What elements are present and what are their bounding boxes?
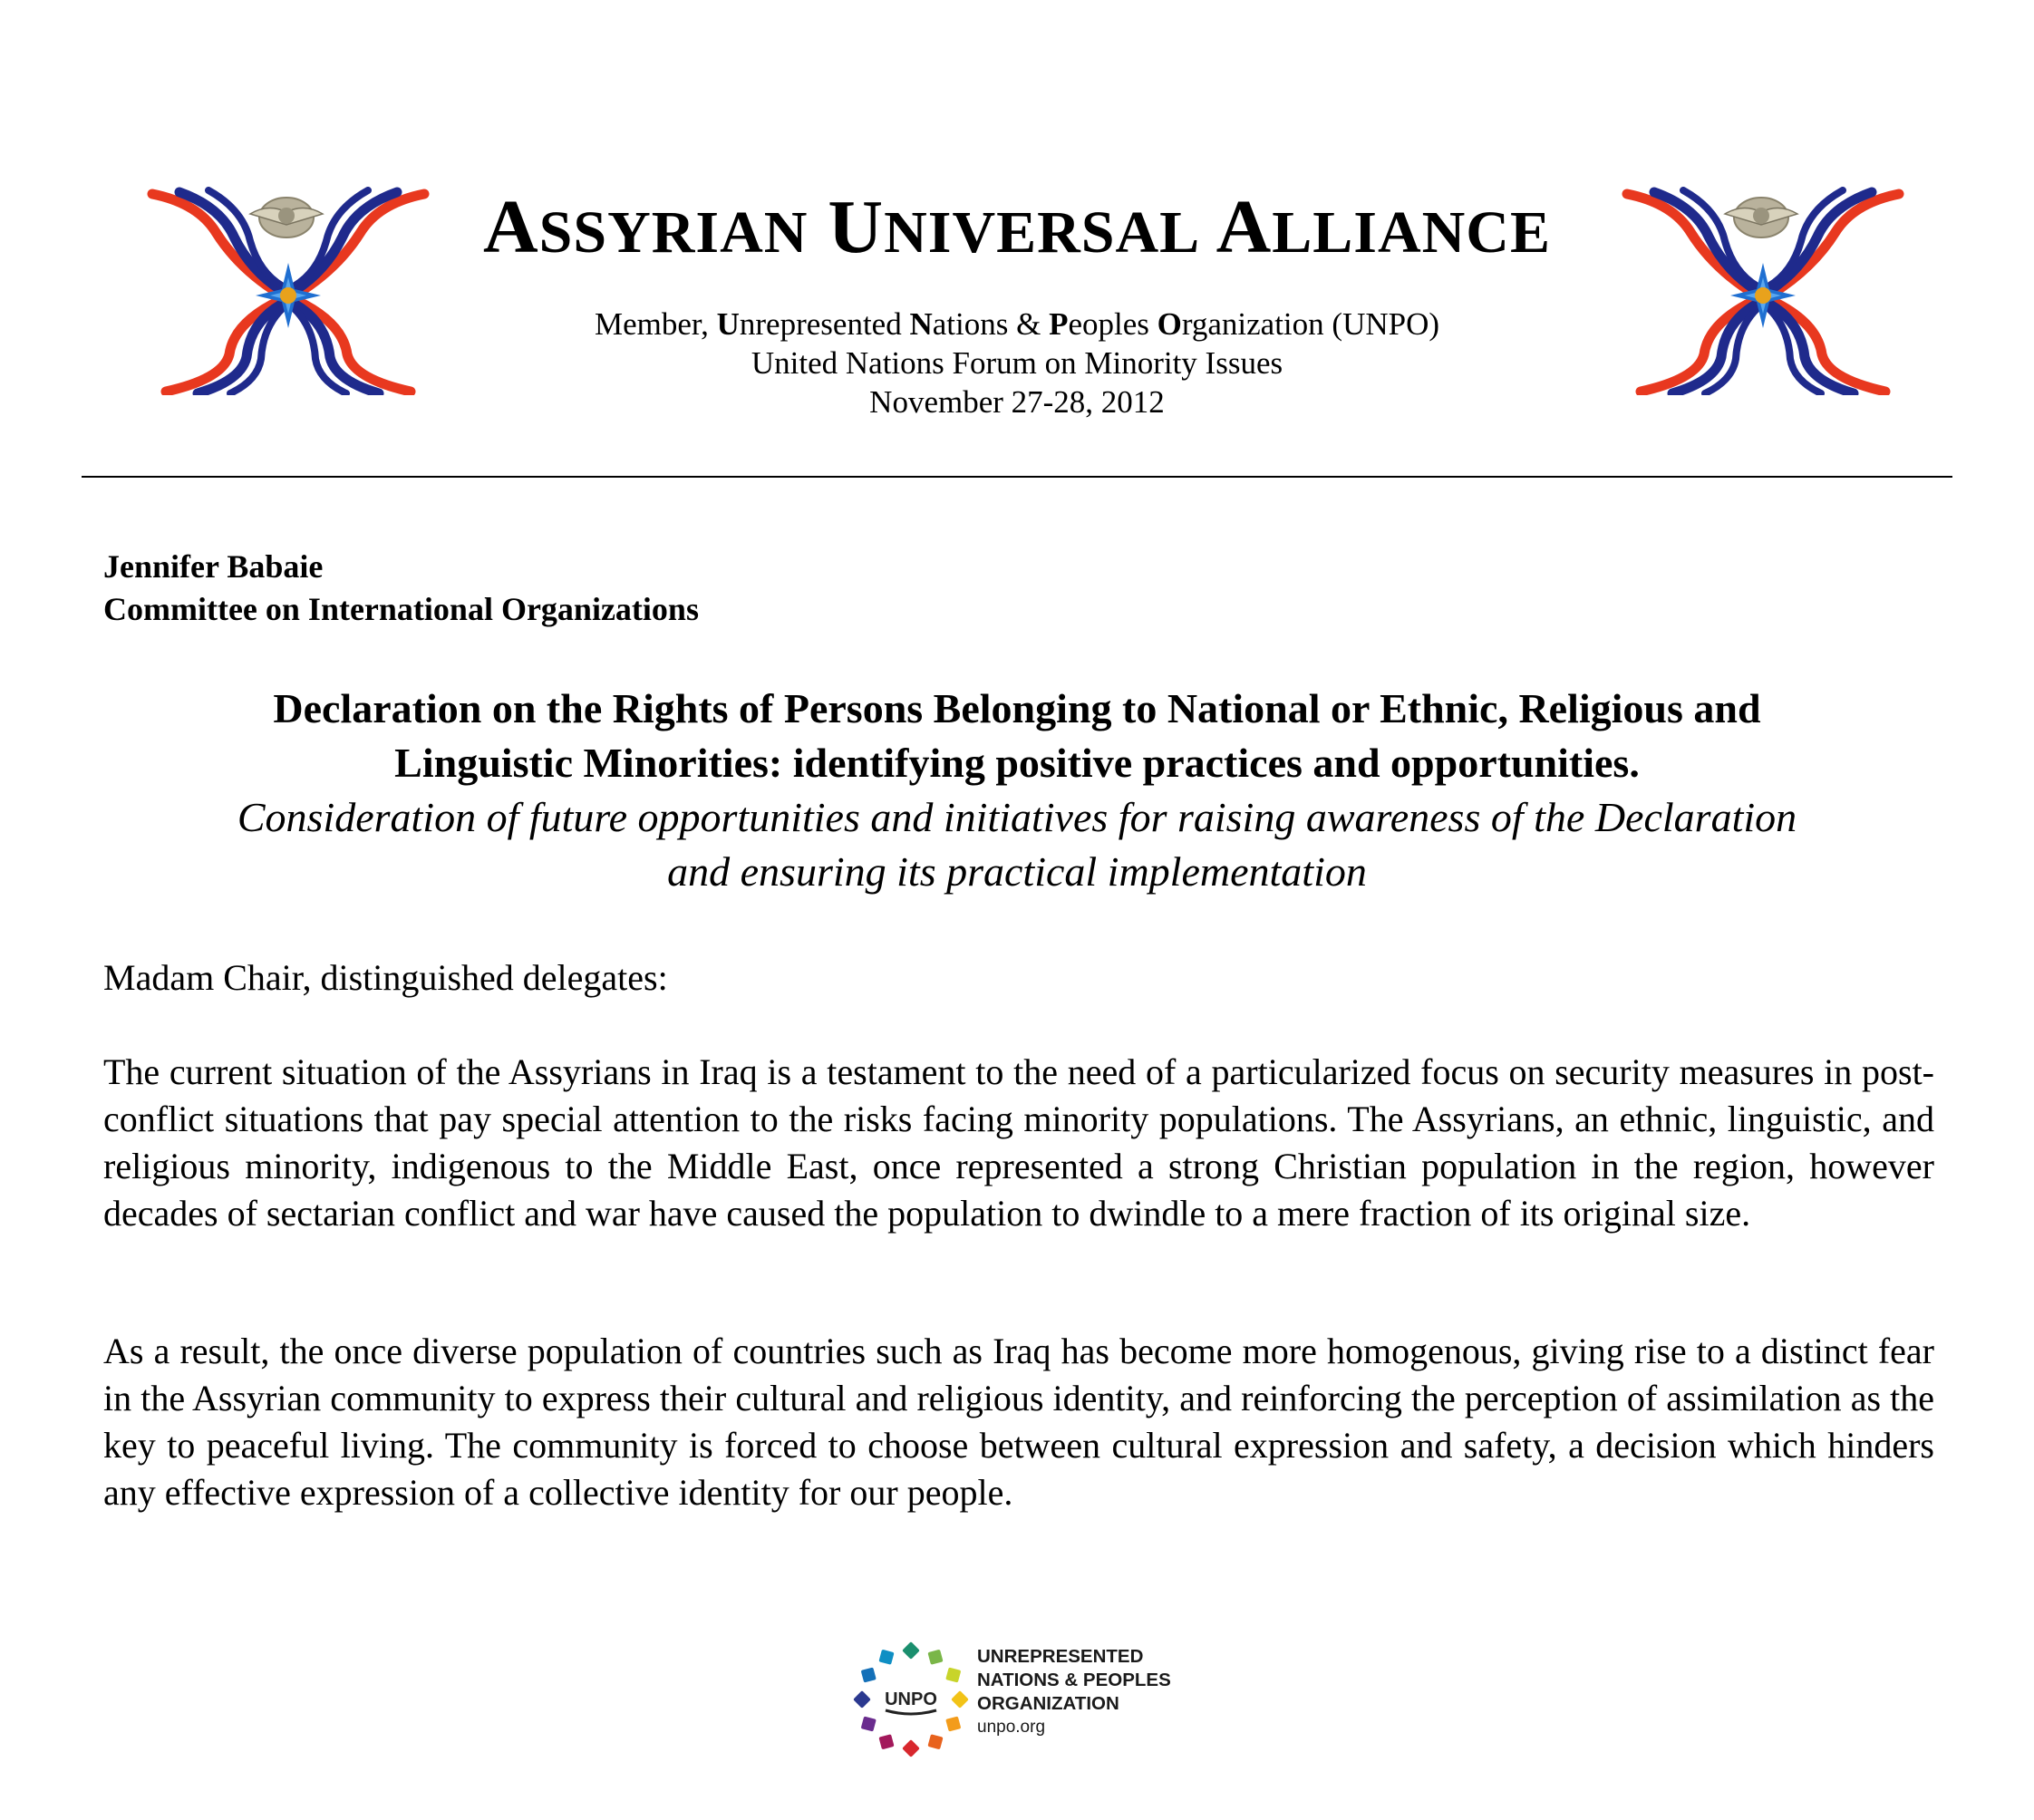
- title-initial-2: U: [828, 185, 885, 269]
- body-paragraph-2: As a result, the once diverse population of countries such as Iraq has become more homogenous, giving rise to a distinct fear in the Assyrian community to express their cultural and religious identity, and reinforcing the perception of assimilation as the key to peaceful living. The community is forced to choose between cultural expression and safety, a decision which hinders any effective expression of a collective identity for our people.: [103, 1331, 1934, 1513]
- member-rest-o: rganization: [1181, 306, 1324, 342]
- declaration-subtitle: [82, 790, 1952, 899]
- forum-line: United Nations Forum on Minority Issues: [751, 345, 1283, 381]
- member-prefix: Member,: [594, 306, 717, 342]
- member-line: [344, 305, 1690, 344]
- member-info: [344, 305, 1690, 421]
- body-paragraph-1: The current situation of the Assyrians in Iraq is a testament to the need of a particularized focus on security measures in post-conflict situations that pay special attention to the risks facing minority populations. The Assyrians, an ethnic, linguistic, and religious minority, indigenous to the Middle East, once represented a strong Christian population in the region, however decades of sectarian conflict and war have caused the population to dwindle to a mere fraction of its original size.: [103, 1051, 1934, 1234]
- unpo-line1: UNREPRESENTED: [977, 1646, 1144, 1667]
- unpo-ring-segment: [861, 1667, 877, 1682]
- author-committee: Committee on International Organizations: [103, 591, 699, 627]
- title-rest-3: LLIANCE: [1272, 199, 1551, 266]
- unpo-ring-segment: [945, 1716, 961, 1731]
- salutation: Madam Chair, distinguished delegates:: [103, 957, 668, 998]
- unpo-footer-text: [977, 1645, 1171, 1739]
- unpo-ring-segment: [902, 1739, 920, 1757]
- unpo-ring-segment: [861, 1716, 877, 1731]
- unpo-line2: NATIONS & PEOPLES: [977, 1670, 1171, 1690]
- author-name: Jennifer Babaie: [103, 548, 324, 585]
- header-divider: [82, 476, 1952, 478]
- declaration-title: [82, 682, 1952, 790]
- unpo-ring-segment: [951, 1690, 969, 1709]
- unpo-ring-segment: [878, 1734, 894, 1749]
- unpo-ring-segment: [853, 1690, 871, 1709]
- unpo-ring-segment: [927, 1734, 943, 1749]
- member-initial-u: U: [716, 306, 740, 342]
- member-initial-p: P: [1049, 306, 1069, 342]
- organization-title: [344, 186, 1690, 269]
- member-rest-u: nrepresented: [739, 306, 910, 342]
- title-initial-1: A: [483, 185, 539, 269]
- title-rest-1: SSYRIAN: [538, 199, 809, 266]
- declaration-title-line1: Declaration on the Rights of Persons Belonging to National or Ethnic, Religious and: [273, 685, 1761, 731]
- unpo-logo: [848, 1636, 974, 1763]
- member-suffix: (UNPO): [1323, 306, 1440, 342]
- author-block: [103, 546, 699, 631]
- unpo-line3: ORGANIZATION: [977, 1693, 1119, 1714]
- member-rest-p: eoples: [1068, 306, 1157, 342]
- unpo-ring-segment: [927, 1650, 943, 1665]
- declaration-subtitle-line1: Consideration of future opportunities and initiatives for raising awareness of the Declaration: [237, 794, 1797, 840]
- unpo-url[interactable]: unpo.org: [977, 1718, 1046, 1737]
- title-rest-2: NIVERSAL: [884, 199, 1201, 266]
- date-line: November 27-28, 2012: [869, 384, 1165, 420]
- flag-emblem-right: [1725, 198, 1797, 237]
- flag-emblem-left: [250, 198, 323, 237]
- unpo-ring-segment: [878, 1650, 894, 1665]
- member-initial-o: O: [1157, 306, 1182, 342]
- declaration-title-line2: Linguistic Minorities: identifying positive practices and opportunities.: [394, 740, 1640, 786]
- member-initial-n: N: [909, 306, 933, 342]
- unpo-logo-text: UNPO: [885, 1689, 937, 1709]
- member-rest-n: ations &: [932, 306, 1050, 342]
- title-initial-3: A: [1216, 185, 1273, 269]
- unpo-ring-segment: [902, 1641, 920, 1660]
- unpo-ring-segment: [945, 1667, 961, 1682]
- declaration-subtitle-line2: and ensuring its practical implementation: [667, 848, 1367, 895]
